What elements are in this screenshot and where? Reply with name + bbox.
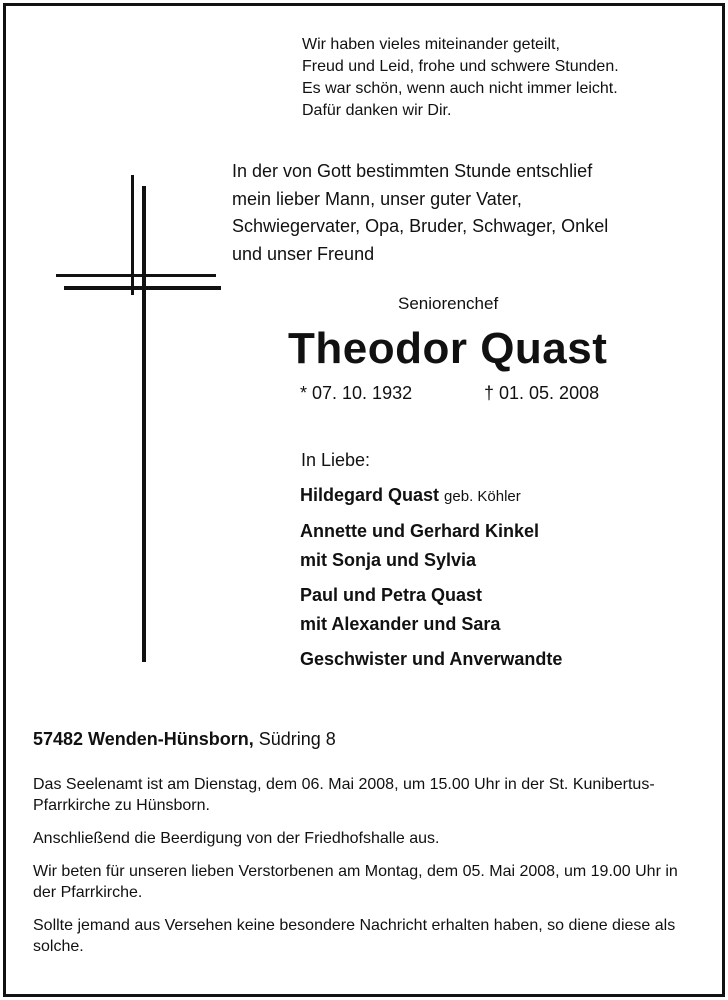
poem-line: Freud und Leid, frohe und schwere Stunden. <box>302 58 619 75</box>
notice-paragraph: Anschließend die Beerdigung von der Friedhofshalle aus. <box>33 830 440 847</box>
relatives-line: Geschwister und Anverwandte <box>300 649 563 669</box>
family-line: Annette und Gerhard Kinkel <box>300 521 540 541</box>
address-city: 57482 Wenden-Hünsborn, <box>33 729 254 749</box>
intro-line: und unser Freund <box>232 243 375 264</box>
spouse-maiden-name: geb. Köhler <box>444 488 521 505</box>
notice-paragraph: Wir beten für unseren lieben Verstorbenen am Montag, dem 05. Mai 2008, um 19.00 Uhr in der Pfarrkirche. <box>33 863 678 901</box>
deceased-name: Theodor Quast <box>288 324 608 373</box>
intro-text <box>232 158 608 268</box>
cross-horizontal-upper <box>56 274 216 277</box>
cross-horizontal-lower <box>64 286 221 290</box>
family-line: mit Alexander und Sara <box>300 614 501 634</box>
deceased-role: Seniorenchef <box>398 294 499 313</box>
mourners-intro: In Liebe: <box>301 450 371 470</box>
mourners-list <box>300 481 562 674</box>
family-line: Paul und Petra Quast <box>300 585 483 605</box>
service-notices <box>33 774 693 969</box>
family-line: mit Sonja und Sylvia <box>300 550 477 570</box>
address-street: Südring 8 <box>258 729 336 749</box>
poem-line: Es war schön, wenn auch nicht immer leicht. <box>302 80 618 97</box>
poem-line: Wir haben vieles miteinander geteilt, <box>302 36 560 53</box>
notice-paragraph: Sollte jemand aus Versehen keine besondere Nachricht erhalten haben, so diene diese als solche. <box>33 917 676 955</box>
notice-paragraph: Das Seelenamt ist am Dienstag, dem 06. Mai 2008, um 15.00 Uhr in der St. Kunibertus-Pfarrkirche zu Hünsborn. <box>33 776 655 814</box>
cross-vertical <box>142 186 146 662</box>
cross-vertical-thin <box>131 175 134 295</box>
death-date: † 01. 05. 2008 <box>484 383 600 403</box>
spouse-row <box>300 481 562 511</box>
spouse-name: Hildegard Quast <box>300 485 440 505</box>
intro-line: Schwiegervater, Opa, Bruder, Schwager, Onkel <box>232 216 609 236</box>
intro-line: In der von Gott bestimmten Stunde entschlief <box>232 161 593 181</box>
intro-line: mein lieber Mann, unser guter Vater, <box>232 188 522 209</box>
poem-line: Dafür danken wir Dir. <box>302 102 452 119</box>
birth-date: * 07. 10. 1932 <box>300 383 413 403</box>
address <box>33 729 336 750</box>
poem <box>302 34 619 122</box>
